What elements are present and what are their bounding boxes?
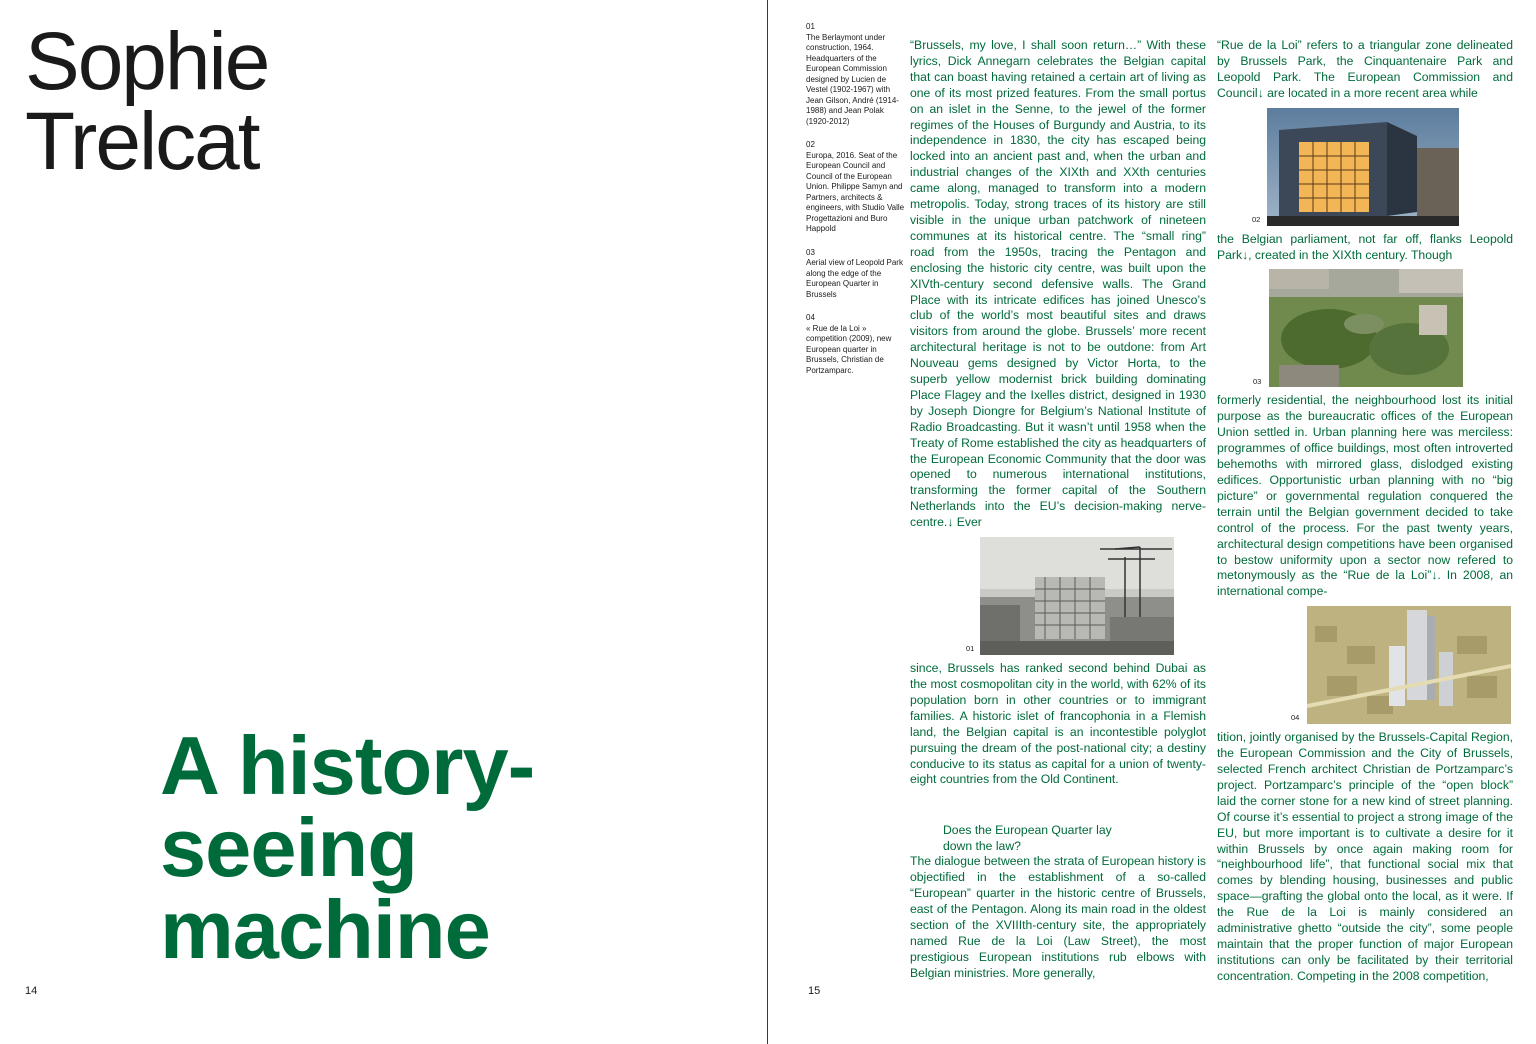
headline-line-1: A history- <box>160 719 535 812</box>
body-paragraph: tition, jointly organised by the Brussels-Capital Region, the European Commission and the City of Brussels, selected French architect Christian de Portzamparc’s project. Portzamparc’s principle of the “open block” laid the corner stone for a new kind of street planning. Of course it’s essential to project a strong image of the EU, but more important is to cultivate a desire for it within Brussels by once again making room for “neighbourhood life”, that functional social mix that comes by blending housing, businesses and public space—grafting the global onto the local, as it were. If the Rue de la Loi is mainly considered an administrative ghetto “outside the city”, some people maintain that the proper function of major European institutions can only be facilitated by their territorial concentration. Competing in the 2008 competition, <box>1217 730 1513 983</box>
page-number-left: 14 <box>25 985 38 997</box>
author-last-name: Trelcat <box>25 96 259 188</box>
photo-number: 03 <box>1253 376 1262 386</box>
left-page <box>0 0 767 1044</box>
photo-berlaymont <box>966 537 1174 655</box>
body-paragraph: “Brussels, my love, I shall soon return…” With these lyrics, Dick Annegarn celebrates the Belgian capital that can boast having retained a certain art of living as one of its most prized features. From the small portus on an islet in the Senne, to the jewel of the former regimes of the Houses of Burgundy and Austria, to its independence in 1830, the city has escaped being locked into an ancient past and, when the urban and industrial changes of the XIXth and XXth centuries came along, managed to transform into a modern metropolis. Today, strong traces of its history are still visible in the unique urban patchwork of nineteen communes at its historical centre. The “small ring” road from the 1950s, tracing the Pentagon and enclosing the historic city centre, was built upon the XIVth-century second defensive walls. The Grand Place with its intricate edifices has joined Unesco’s club of the world’s most beautiful sites and draws visitors from around the globe. Brussels’ more recent architectural heritage is not to be outdone: from Art Nouveau gems designed by Victor Horta, to the superb yellow modernist brick building dominating Place Flagey and the Ixelles district, designed in 1930 by Joseph Diongre for Belgium’s National Institute of Radio Broadcasting. But it wasn’t until 1958 when the Treaty of Rome established the city as headquarters of the European Economic Community that the door was opened to numerous international institutions, transforming the former capital of the Southern Netherlands into the EU’s decision-making nerve-centre.↓ Ever <box>910 38 1206 530</box>
caption-04 <box>806 313 906 376</box>
author-name <box>25 16 269 188</box>
photo-europa-building <box>1252 108 1459 226</box>
headline-line-2: seeing <box>160 800 417 894</box>
article-headline <box>160 719 535 976</box>
caption-list <box>806 22 906 389</box>
spacer <box>910 788 1206 822</box>
caption-text: « Rue de la Loi » competition (2009), new European quarter in Brussels, Christian de Portzamparc. <box>806 323 892 375</box>
caption-number: 02 <box>806 140 815 149</box>
caption-number: 04 <box>806 313 815 322</box>
right-page <box>768 0 1536 1044</box>
page-number-right: 15 <box>808 985 821 997</box>
headline-line-3: machine <box>160 882 490 976</box>
caption-number: 01 <box>806 22 815 31</box>
subheading-line: Does the European Quarter lay <box>943 823 1112 838</box>
photo-number: 01 <box>966 644 975 654</box>
body-paragraph: formerly residential, the neighbourhood lost its initial purpose as the bureaucratic offices of the European Union settled in. Urban planning here was merciless: programmes of office buildings, most often introverted behemoths with mirrored glass, dislodged existing edifices. Opportunistic urban planning with no “big picture” or governmental regulation conquered the terrain until the Belgian government decided to take control of the process. For the past twenty years, architectural design competitions have been organised to bestow uniformity upon a sector now refered to metonymously as the “Rue de la Loi”↓. In 2008, an international compe- <box>1217 393 1513 599</box>
subheading-line: down the law? <box>943 839 1021 854</box>
europa-building-image <box>1267 108 1459 226</box>
body-paragraph: the Belgian parliament, not far off, flanks Leopold Park↓, created in the XIXth century. Though <box>1217 231 1513 262</box>
rue-de-la-loi-model-image <box>1307 606 1511 724</box>
text-column-2 <box>1217 38 1513 985</box>
caption-01 <box>806 22 906 127</box>
caption-number: 03 <box>806 247 815 257</box>
caption-text: Europa, 2016. Seat of the European Council and Council of the European Union. Philippe Samyn and Partners, architects & engineers, with Studio Valle Progettazioni and Buro Happold <box>806 150 905 233</box>
body-paragraph: “Rue de la Loi” refers to a triangular zone delineated by Brussels Park, the Cinquantenaire Park and Leopold Park. The European Commission and Council↓ are located in a more recent area while <box>1217 38 1513 100</box>
text-column-1 <box>910 38 1206 982</box>
photo-number: 02 <box>1252 214 1261 224</box>
section-subheading <box>943 822 1206 854</box>
caption-text: The Berlaymont under construction, 1964. Headquarters of the European Commission designed by Lucien de Vestel (1902-1967) with Jean Gilson, André (1914-1988) and Jean Polak (1920-2012) <box>806 32 899 126</box>
body-paragraph: since, Brussels has ranked second behind Dubai as the most cosmopolitan city in the world, with 62% of its population born in other countries or to immigrant families. A historic islet of francophonia in a Flemish land, the Belgian capital is an incontestible polyglot pursuing the dream of the post-national city; a destiny conducive to its status as capital for a union of twenty-eight countries from the Old Continent. <box>910 661 1206 787</box>
author-first-name: Sophie <box>25 16 269 107</box>
photo-leopold-park <box>1253 269 1463 387</box>
photo-rue-de-la-loi-model <box>1291 606 1511 724</box>
caption-03 <box>806 248 906 301</box>
caption-text: Aerial view of Leopold Park along the edge of the European Quarter in Brussels <box>806 258 903 299</box>
caption-02 <box>806 140 906 235</box>
berlaymont-construction-image <box>980 537 1174 655</box>
leopold-park-aerial-image <box>1269 269 1463 387</box>
body-paragraph: The dialogue between the strata of European history is objectified in the establishment of a so-called “European” quarter in the historic centre of Brussels, east of the Pentagon. Along its main road in the oldest section of the XVIIIth-century site, the appropriately named Rue de la Loi (Law Street), the most prestigious European institutions rub elbows with Belgian ministries. More generally, <box>910 854 1206 980</box>
photo-number: 04 <box>1291 713 1300 723</box>
